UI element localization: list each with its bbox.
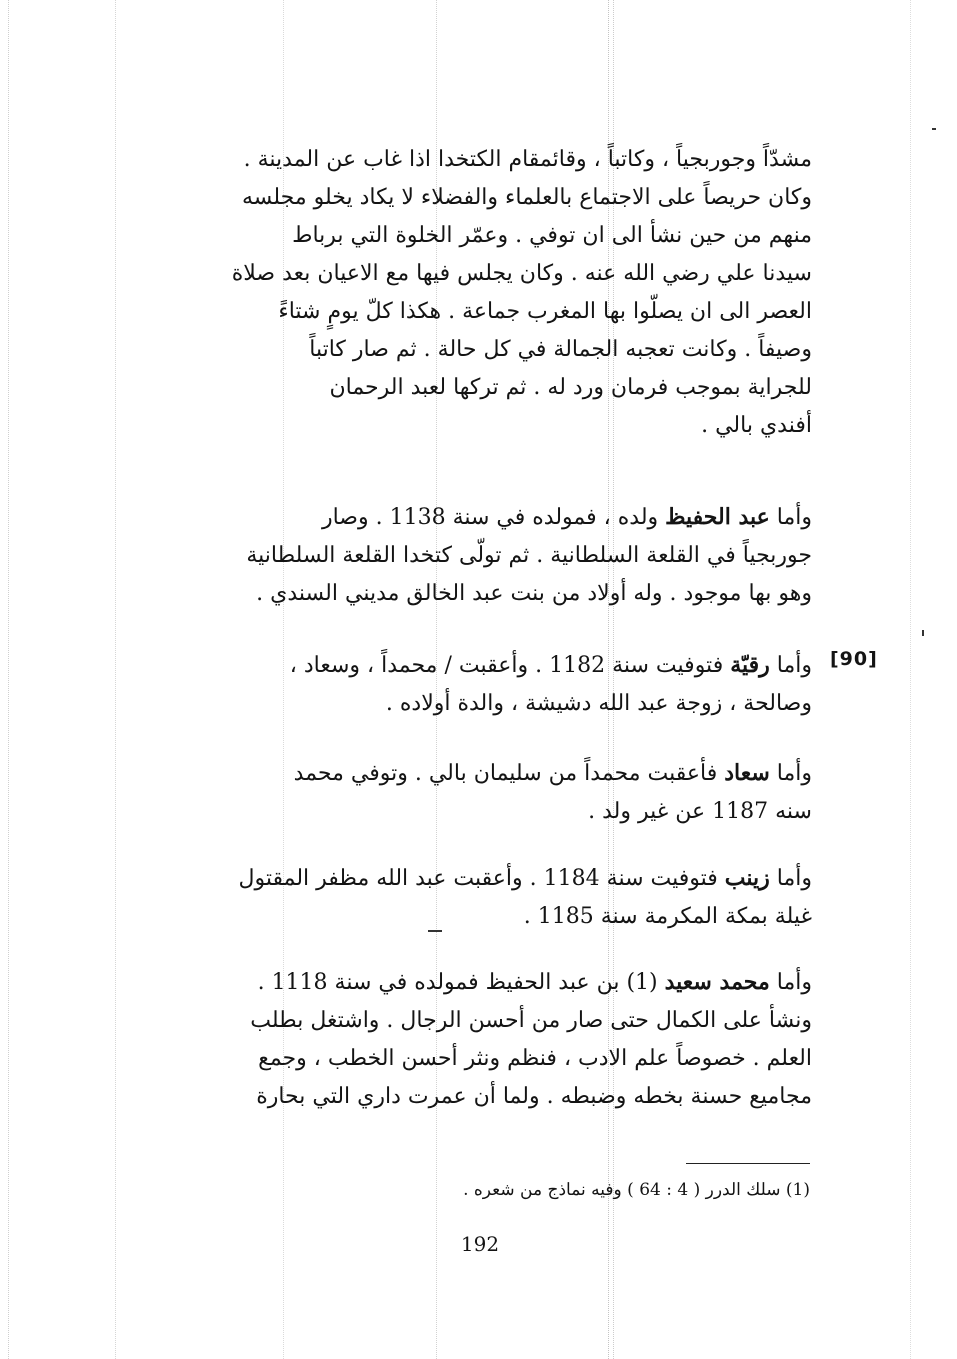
text-line: مجاميع حسنة بخطه وضبطه . ولما أن عمرت داري التي بحارة	[256, 1084, 812, 1109]
scan-line	[115, 0, 116, 1359]
line-rest: فأعقبت محمداً من سليمان بالي . وتوفي محمد	[293, 761, 725, 786]
scan-speck	[922, 630, 924, 636]
line-prefix: وأما	[769, 970, 812, 995]
line-rest: فتوفيت سنة 1182 . وأعقبت / محمداً ، وسعاد ،	[289, 653, 731, 678]
scan-speck	[932, 128, 936, 130]
text-line: جوربجياً في القلعة السلطانية . ثم تولّى كتخدا القلعة السلطانية	[246, 543, 812, 568]
text-line: أفندي بالي .	[701, 413, 812, 438]
text-line: منهم من حين نشأ الى ان توفي . وعمّر الخلوة التي برباط	[292, 223, 812, 248]
person-name: سعاد	[724, 760, 770, 786]
footnote-separator	[686, 1163, 810, 1164]
text-line: سيدنا علي رضي الله عنه . وكان يجلس فيها مع الاعيان بعد صلاة	[231, 261, 812, 286]
line-prefix: وأما	[769, 761, 812, 786]
page-number: 192	[460, 1232, 500, 1256]
text-line: وصالحة ، زوجة عبد الله دشيشة ، والدة أولاده .	[385, 691, 812, 716]
paragraph	[120, 859, 812, 936]
paragraph	[120, 646, 812, 723]
text-line: للجراية بموجب فرمان ورد له . ثم تركها لعبد الرحمان	[329, 375, 812, 400]
line-rest: ولده ، فمولده في سنة 1138 . وصار	[321, 505, 666, 530]
person-name: زينب	[724, 865, 770, 891]
paragraph	[120, 963, 812, 1116]
person-name: عبد الحفيظ	[665, 504, 770, 530]
text-line	[120, 646, 812, 685]
text-line: العصر الى ان يصلّوا بها المغرب جماعة . هكذا كلّ يومٍ شتاءً	[278, 299, 812, 324]
paragraph	[120, 498, 812, 613]
person-name: رقيّة	[730, 652, 770, 678]
text-line: سنه 1187 عن غير ولد .	[588, 799, 812, 824]
text-line: مشدّاً وجوربجياً ، وكاتباً ، وقائمقام الكتخدا اذا غاب عن المدينة .	[243, 147, 812, 172]
text-line	[120, 498, 812, 537]
text-line: العلم . خصوصاً علم الادب ، فنظم ونثر أحسن الخطب ، وجمع	[258, 1046, 812, 1071]
scan-line	[910, 0, 911, 1359]
line-rest: (1) بن عبد الحفيظ فمولده في سنة 1118 .	[257, 970, 665, 995]
footnote: (1) سلك الدرر ( 4 : 64 ) وفيه نماذج من شعره .	[463, 1180, 810, 1200]
line-rest: فتوفيت سنة 1184 . وأعقبت عبد الله مظفر المقتول	[238, 866, 725, 891]
paragraph	[120, 754, 812, 831]
text-line: غيلة بمكة المكرمة سنة 1185 .	[523, 904, 812, 929]
line-prefix: وأما	[769, 505, 812, 530]
text-line	[120, 963, 812, 1002]
text-line: ونشأ على الكمال حتى صار من أحسن الرجال . واشتغل بطلب	[250, 1008, 812, 1033]
line-prefix: وأما	[769, 866, 812, 891]
line-prefix: وأما	[769, 653, 812, 678]
text-line	[120, 754, 812, 793]
paragraph	[120, 141, 812, 445]
text-line: وكان حريصاً على الاجتماع بالعلماء والفضلاء لا يكاد يخلو مجلسه	[241, 185, 812, 210]
margin-page-reference: [90]	[830, 648, 878, 670]
person-name: محمد سعيد	[664, 969, 770, 995]
text-line: وهو بها موجود . وله أولاد من بنت عبد الخالق مديني السندي .	[256, 581, 812, 606]
text-line	[120, 859, 812, 898]
text-line: وصيفاً . وكانت تعجبه الجمالة في كل حالة . ثم صار كاتباً	[309, 337, 812, 362]
scan-line	[8, 0, 9, 1359]
scan-speck	[428, 930, 442, 932]
